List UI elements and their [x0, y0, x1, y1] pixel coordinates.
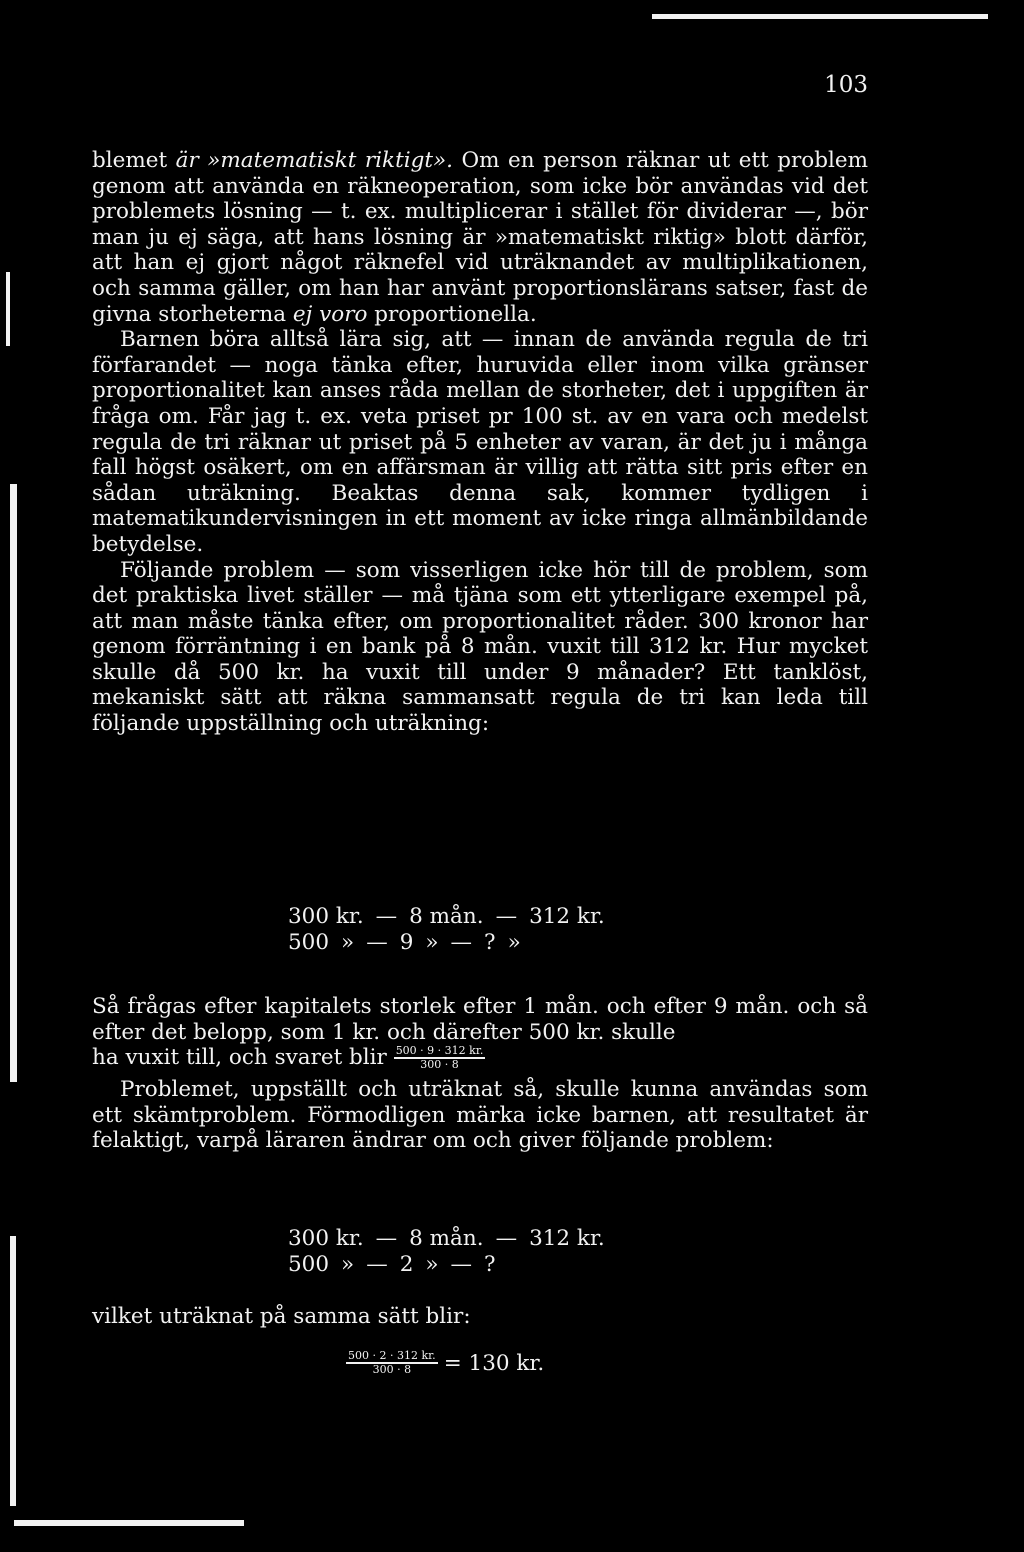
bottom-edge-bar — [14, 1520, 244, 1526]
calc1-row-2: 500 » — 9 » — ? » — [288, 930, 521, 955]
main-text-middle — [92, 994, 868, 1154]
paragraph-4: Så frågas efter kapitalets storlek efter 1 mån. och efter 9 mån. och så efter det belopp, som 1 kr. och därefter 500 kr. skulle — [92, 994, 868, 1045]
top-edge-bar — [652, 14, 988, 19]
result-value: = 130 kr. — [443, 1350, 545, 1376]
paragraph-6: vilket uträknat på samma sätt blir: — [92, 1304, 471, 1329]
page-number: 103 — [824, 72, 868, 98]
paragraph-2: Barnen böra alltså lära sig, att — innan de använda regula de tri förfarandet — noga tänka efter, huruvida eller inom vilka gränser proportionalitet kan anses råda mellan de storheter, det i uppgiften är fråga om. Får jag t. ex. veta priset pr 100 st. av en vara och medelst regula de tri räknar ut priset på 5 enheter av varan, är det ju i många fall högst osäkert, om en affärsman är villig att rätta sitt pris efter en sådan uträkning. Beaktas denna sak, kommer tydligen i matematikundervisningen in ett moment av icke ringa allmänbildande betydelse. — [92, 327, 868, 557]
left-edge-bar-2 — [10, 484, 17, 1082]
fraction-2: $\frac{500 \cdot 2 \cdot 312 kr.}{300 \cdot 8}$ — [348, 1349, 436, 1376]
paragraph-1: blemet är »matematiskt riktigt». Om en person räknar ut ett problem genom att använda en räkneoperation, som icke bör användas vid det problemets lösning — t. ex. multiplicerar i stället för dividerar —, bör man ju ej säga, att hans lösning är »matematiskt riktig» blott därför, att han ej gjort något räknefel vid uträknandet av multiplikationen, och samma gäller, om han har använt proportionslärans satser, fast de givna storheterna ej voro proportionella. — [92, 148, 869, 327]
calculation-1 — [288, 904, 605, 956]
left-edge-bar-3 — [10, 1236, 16, 1506]
calculation-2 — [288, 1226, 605, 1278]
calc1-row-1: 300 kr. — 8 mån. — 312 kr. — [288, 904, 605, 929]
paragraph-4-end: ha vuxit till, och svaret blir $\frac{500 \cdot 9 \cdot 312 kr.}{300 \cdot 8}$ — [92, 1044, 484, 1072]
paragraph-5: Problemet, uppställt och uträknat så, skulle kunna användas som ett skämtproblem. Förmodligen märka icke barnen, att resultatet är felaktigt, varpå läraren ändrar om och giver följande problem: — [92, 1077, 868, 1154]
left-edge-bar-1 — [6, 272, 10, 346]
calc2-row-2: 500 » — 2 » — ? — [288, 1252, 496, 1277]
paragraph-3: Följande problem — som visserligen icke hör till de problem, som det praktiska livet ställer — må tjäna som ett ytterligare exempel på, att man måste tänka efter, om proportionalitet råder. 300 kronor har genom förräntning i en bank på 8 mån. vuxit till 312 kr. Hur mycket skulle då 500 kr. ha vuxit till under 9 månader? Ett tanklöst, mekaniskt sätt att räkna sammansatt regula de tri kan leda till följande uppställning och uträkning: — [92, 557, 868, 737]
fraction-1: $\frac{500 \cdot 9 \cdot 312 kr.}{300 \cdot 8}$ — [395, 1044, 484, 1072]
final-result — [346, 1350, 544, 1376]
main-text-top — [92, 148, 868, 737]
calc2-row-1: 300 kr. — 8 mån. — 312 kr. — [288, 1226, 605, 1251]
